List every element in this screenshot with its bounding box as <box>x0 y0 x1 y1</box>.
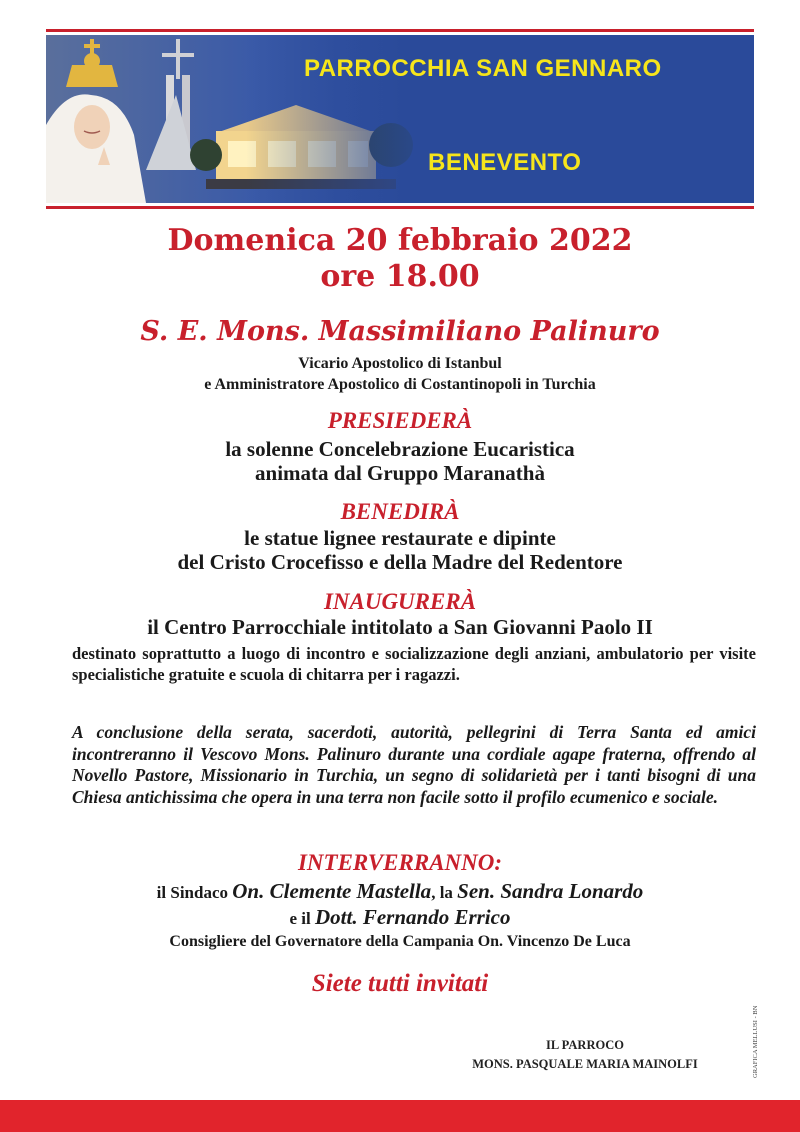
inaugurera-heading: INAUGURERÀ <box>323 589 477 614</box>
bishop-role-1: Vicario Apostolico di Istanbul <box>298 355 502 372</box>
graphic-credit: GRAFICA MELLUSI - BN <box>752 1005 759 1078</box>
header-banner <box>46 35 754 203</box>
conclusion-paragraph: A conclusione della serata, sacerdoti, autorità, pellegrini di Terra Santa ed amici incontreranno il Vescovo Mons. Palinuro durante una cordiale agape fraterna, offrendo al Novello Pastore, Missionario in Turchia, un segno di solidarietà per i tanti bisogni di una Chiesa antichissima che opera in una terra non facile sotto il profilo ecumenico e sociale. <box>72 722 756 807</box>
inaugurera-description: destinato soprattutto a luogo di incontro e socializzazione degli anziani, ambulatorio per visite specialistiche gratuite e scuola di chitarra per i ragazzi. <box>72 644 756 684</box>
interverranno-heading: INTERVERRANNO: <box>297 850 503 875</box>
speakers-separator: , la <box>431 883 458 902</box>
presiedera-line-1: la solenne Concelebrazione Eucaristica <box>225 437 575 461</box>
bishop-name: S. E. Mons. Massimiliano Palinuro <box>140 316 660 347</box>
mayor-name: On. Clemente Mastella <box>232 879 432 903</box>
invitation: Siete tutti invitati <box>311 970 489 997</box>
doctor-prefix: e il <box>289 909 316 928</box>
top-rule <box>46 29 754 32</box>
signature-block <box>420 1036 750 1074</box>
presiedera-line-2: animata dal Gruppo Maranathà <box>255 461 545 485</box>
city-name: BENEVENTO <box>428 149 582 176</box>
event-date: Domenica 20 febbraio 2022 <box>167 223 633 258</box>
senator-name: Sen. Sandra Lonardo <box>457 879 644 903</box>
banner-bottom-rule <box>46 206 754 209</box>
speakers-line-1 <box>0 879 800 904</box>
signature-title: IL PARROCO <box>546 1038 624 1052</box>
bottom-red-bar <box>0 1100 800 1132</box>
parish-name: PARROCCHIA SAN GENNARO <box>304 55 662 82</box>
benedira-line-1: le statue lignee restaurate e dipinte <box>244 526 556 550</box>
bishop-role-2: e Amministratore Apostolico di Costantinopoli in Turchia <box>204 376 596 393</box>
presiedera-heading: PRESIEDERÀ <box>327 408 473 433</box>
mayor-prefix: il Sindaco <box>156 883 233 902</box>
doctor-name: Dott. Fernando Errico <box>315 905 511 929</box>
doctor-role: Consigliere del Governatore della Campania On. Vincenzo De Luca <box>169 933 631 950</box>
benedira-line-2: del Cristo Crocefisso e della Madre del Redentore <box>177 550 623 574</box>
benedira-heading: BENEDIRÀ <box>340 499 460 524</box>
event-time: ore 18.00 <box>320 259 480 294</box>
inaugurera-line-1: il Centro Parrocchiale intitolato a San Giovanni Paolo II <box>147 615 653 639</box>
signature-name: MONS. PASQUALE MARIA MAINOLFI <box>472 1057 698 1071</box>
speakers-line-2 <box>0 905 800 930</box>
